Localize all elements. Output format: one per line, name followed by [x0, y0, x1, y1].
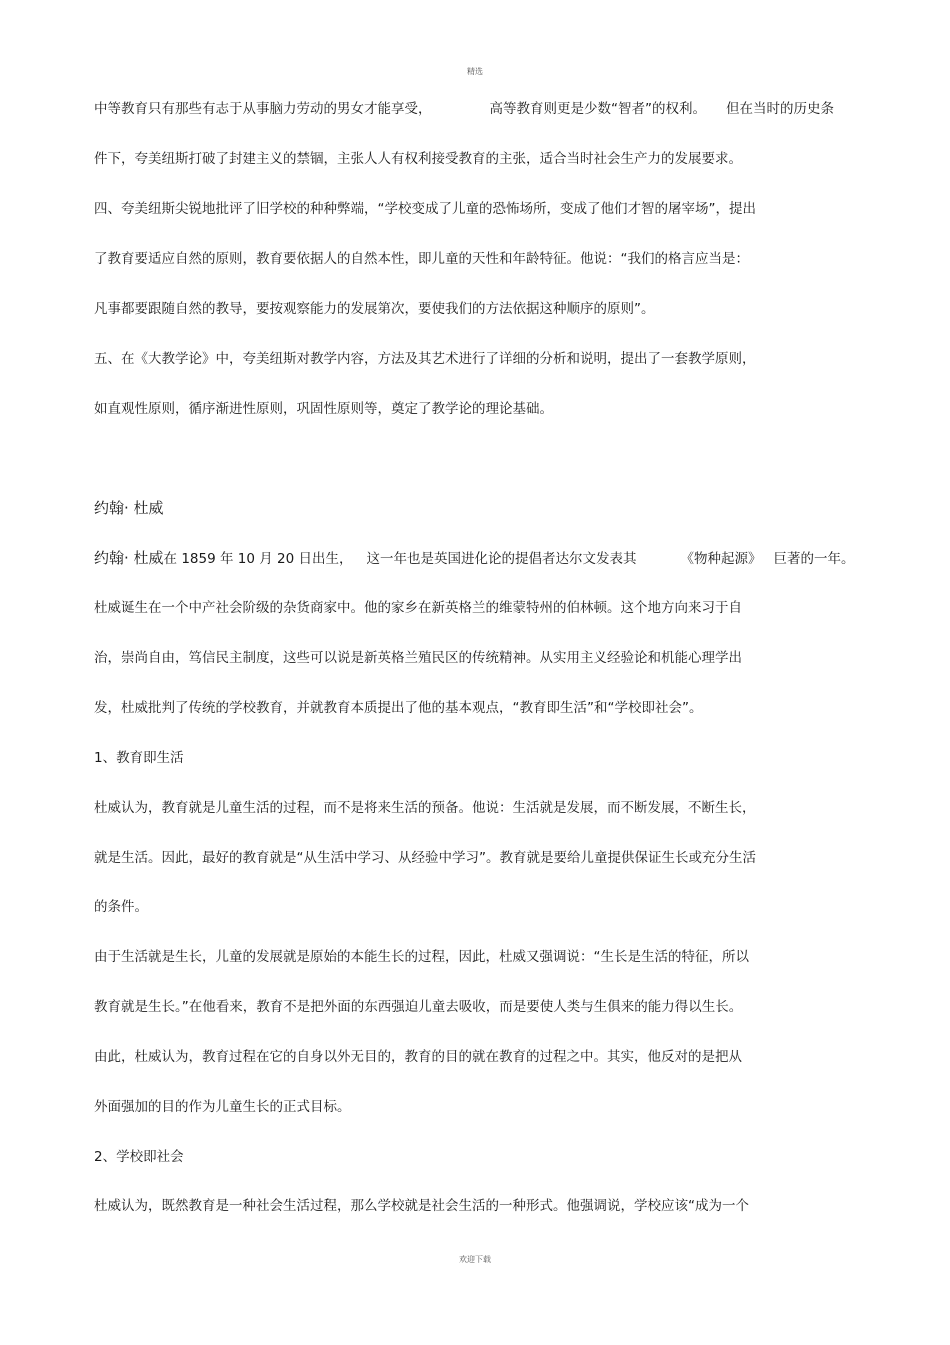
- text-segment: 约翰· 杜威: [94, 549, 164, 567]
- text-line: 2、学校即社会: [94, 1149, 184, 1165]
- section-heading: 约翰· 杜威: [94, 499, 164, 517]
- text-segment: 高等教育则更是少数“智者”的权利。: [489, 101, 706, 117]
- text-segment: 《物种起源》: [680, 551, 762, 567]
- text-line: 的条件。: [94, 899, 148, 915]
- text-line: 四、夸美纽斯尖锐地批评了旧学校的种种弊端，“学校变成了儿童的恐怖场所，变成了他们才智的屠宰场”，提出: [94, 201, 756, 217]
- page-footer: 欢迎下载: [459, 1255, 491, 1264]
- text-line: 如直观性原则，循序渐进性原则，巩固性原则等，奠定了教学论的理论基础。: [94, 401, 553, 417]
- text-segment: 但在当时的历史条: [726, 101, 834, 117]
- text-segment: 这一年也是英国进化论的提倡者达尔文发表其: [366, 551, 637, 567]
- text-line: 教育就是生长。”在他看来，教育不是把外面的东西强迫儿童去吸收，而是要使人类与生俱来的能力得以生长。: [94, 999, 743, 1015]
- text-segment: 巨著的一年。: [773, 551, 855, 567]
- text-line: 杜威认为，教育就是儿童生活的过程，而不是将来生活的预备。他说：生活就是发展，而不断发展，不断生长，: [94, 800, 756, 816]
- text-line: [94, 100, 834, 118]
- text-line: 由此，杜威认为，教育过程在它的自身以外无目的，教育的目的就在教育的过程之中。其实，他反对的是把从: [94, 1049, 742, 1065]
- text-line: 发，杜威批判了传统的学校教育，并就教育本质提出了他的基本观点，“教育即生活”和“学校即社会”。: [94, 700, 703, 716]
- text-segment: 中等教育只有那些有志于从事脑力劳动的男女才能享受，: [94, 101, 432, 117]
- text-line: [94, 549, 855, 568]
- text-line: 1、教育即生活: [94, 750, 184, 766]
- text-line: 杜威诞生在一个中产社会阶级的杂货商家中。他的家乡在新英格兰的维蒙特州的伯林顿。这个地方向来习于自: [94, 600, 742, 616]
- text-line: 了教育要适应自然的原则，教育要依据人的自然本性，即儿童的天性和年龄特征。他说：“我们的格言应当是：: [94, 251, 749, 267]
- text-line: 治，崇尚自由，笃信民主制度，这些可以说是新英格兰殖民区的传统精神。从实用主义经验论和机能心理学出: [94, 650, 742, 666]
- text-line: 凡事都要跟随自然的教导，要按观察能力的发展第次，要使我们的方法依据这种顺序的原则”。: [94, 301, 655, 317]
- text-line: 杜威认为，既然教育是一种社会生活过程，那么学校就是社会生活的一种形式。他强调说，学校应该“成为一个: [94, 1198, 749, 1214]
- text-segment: 在 1859 年 10 月 20 日出生，: [163, 551, 353, 567]
- text-line: 外面强加的目的作为儿童生长的正式目标。: [94, 1099, 351, 1115]
- page-header: 精选: [467, 67, 483, 76]
- text-line: 就是生活。因此，最好的教育就是“从生活中学习、从经验中学习”。教育就是要给儿童提供保证生长或充分生活: [94, 850, 756, 866]
- text-line: 五、在《大教学论》中，夸美纽斯对教学内容，方法及其艺术进行了详细的分析和说明，提出了一套教学原则，: [94, 351, 756, 367]
- text-line: 由于生活就是生长，儿童的发展就是原始的本能生长的过程，因此，杜威又强调说：“生长是生活的特征，所以: [94, 949, 749, 965]
- text-line: 件下，夸美纽斯打破了封建主义的禁锢，主张人人有权利接受教育的主张，适合当时社会生产力的发展要求。: [94, 151, 742, 167]
